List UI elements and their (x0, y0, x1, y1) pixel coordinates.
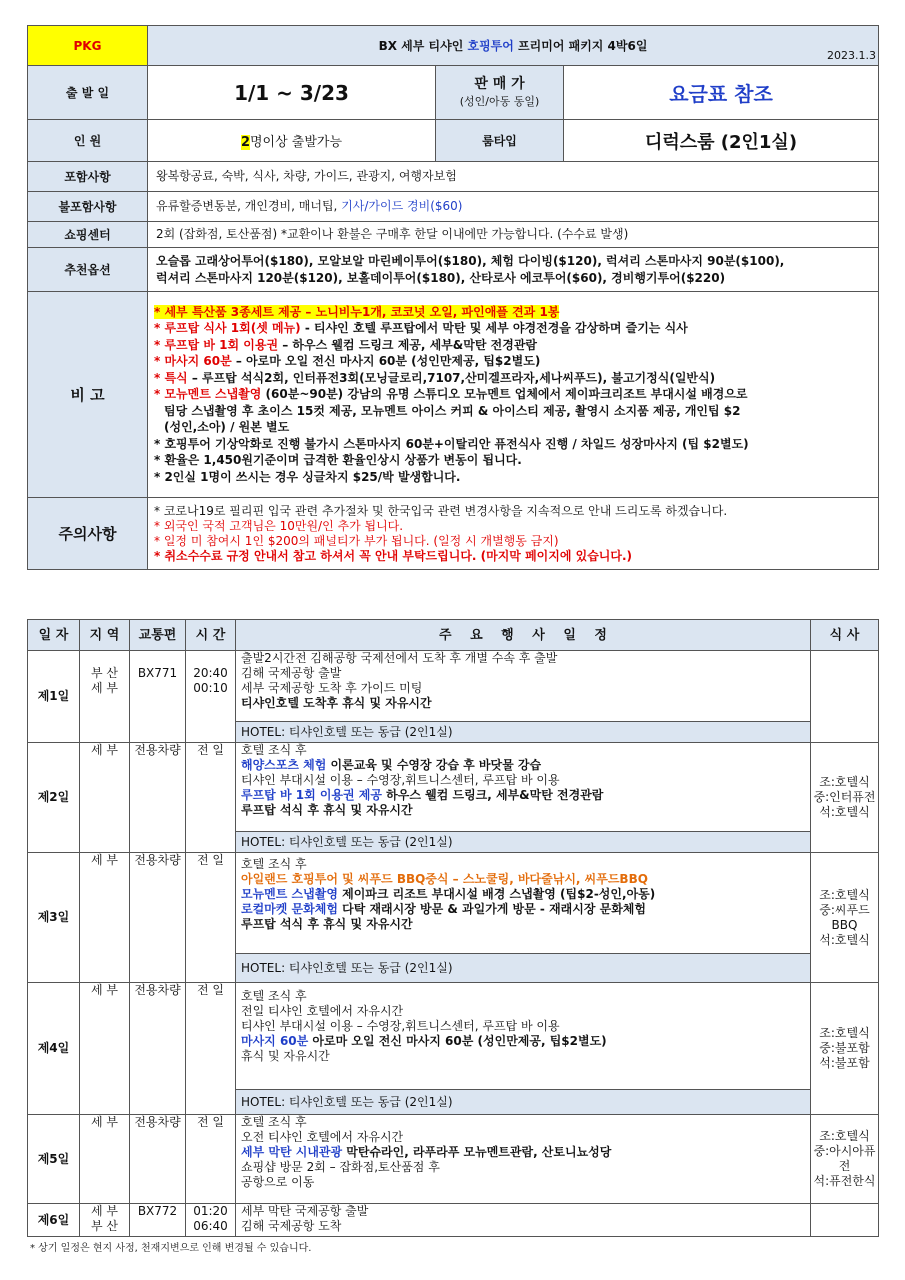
remark-1: * 세부 특산품 3종세트 제공 – 노니비누1개, 코코넛 오일, 파인애플 견과 1봉 (154, 304, 560, 319)
day4-row (28, 983, 879, 1090)
remarks-label: 비 고 (28, 292, 148, 498)
remark-6: * 모뉴멘트 스냅촬영 (60분~90분) 강남의 유명 스튜디오 모뉴멘트 업체에서 제이파크리조트 부대시설 배경으로 (154, 387, 748, 402)
header-schedule: 주 요 행 사 일 정 (236, 620, 811, 651)
meal: 조:호텔식 중:불포함 석:불포함 (811, 983, 879, 1115)
header-meal: 식 사 (811, 620, 879, 651)
activities: 호텔 조식 후 해양스포츠 체험 이론교육 및 수영장 강습 후 바닷물 강습 티샤인 부대시설 이용 – 수영장,휘트니스센터, 루프탑 바 이용 루프탑 바 1회 이용권 제공 하우스 웰컴 드링크, 세부&막탄 전경관람 루프탑 석식 후 휴식 및 자유시간 (236, 743, 811, 832)
remark-8: * 환율은 1,450원기준이며 급격한 환율인상시 상품가 변동이 됩니다. (154, 453, 522, 468)
time: 01:20 06:40 (186, 1204, 236, 1237)
activities: 호텔 조식 후 아일랜드 호핑투어 및 씨푸드 BBQ중식 – 스노쿨링, 바다줄낚시, 씨푸드BBQ 모뉴멘트 스냅촬영 제이파크 리조트 부대시설 배경 스냅촬영 (팁$2-성인,아동) 로컬마켓 문화체험 다탁 재래시장 방문 & 과일가게 방문 - 재래시장 문화체험 루프탑 석식 후 휴식 및 자유시간 (236, 853, 811, 954)
transport: BX771 (130, 651, 186, 743)
option-line-2: 럭셔리 스톤마사지 120분($120), 보홀데이투어($180), 산타로사 에코투어($60), 경비행기투어($220) (156, 270, 726, 285)
region: 세 부 부 산 (80, 1204, 130, 1237)
price-label-main: 판 매 가 (474, 75, 525, 92)
day-label: 제5일 (28, 1115, 80, 1204)
hotel-info: HOTEL: 티샤인호텔 또는 동급 (2인1실) (236, 954, 811, 983)
meal (811, 651, 879, 743)
title-prefix: BX 세부 티샤인 (378, 39, 468, 53)
remark-7: * 호핑투어 기상악화로 진행 불가시 스톤마사지 60분+이탈리안 퓨전식사 진행 / 차일드 성장마사지 (팁 $2별도) (154, 436, 749, 451)
notice-1: * 코로나19로 필리핀 입국 관련 추가절차 및 한국입국 관련 변경사항을 지속적으로 안내 드리도록 하겠습니다. (154, 503, 728, 518)
hotel-info: HOTEL: 티샤인호텔 또는 동급 (2인1실) (236, 722, 811, 743)
day-label: 제2일 (28, 743, 80, 853)
exclude-guide-fee: 기사/가이드 경비($60) (341, 199, 463, 213)
region: 부 산 세 부 (80, 651, 130, 743)
region: 세 부 (80, 743, 130, 853)
room-value: 디럭스룸 (2인1실) (564, 120, 879, 162)
notice-3: * 일정 미 참여시 1인 $200의 패널티가 부가 됩니다. (일정 시 개별행동 금지) (154, 533, 559, 548)
departure-label: 출 발 일 (28, 66, 148, 120)
footnote: * 상기 일정은 현지 사정, 천재지변으로 인해 변경될 수 있습니다. (30, 1243, 312, 1254)
activities: 호텔 조식 후 오전 티샤인 호텔에서 자유시간 세부 막탄 시내관광 막탄슈라인, 라푸라푸 모뉴멘트관람, 산토니뇨성당 쇼핑샵 방문 2회 – 잡화점,토산품점 후 공항으로 이동 (236, 1115, 811, 1204)
activities: 세부 막탄 국제공항 출발 김해 국제공항 도착 (236, 1204, 811, 1237)
region: 세 부 (80, 1115, 130, 1204)
header-time: 시 간 (186, 620, 236, 651)
transport: 전용차량 (130, 853, 186, 983)
notice-4: * 취소수수료 규정 안내서 참고 하셔서 꼭 안내 부탁드립니다. (마지막 페이지에 있습니다.) (154, 548, 633, 563)
day-label: 제4일 (28, 983, 80, 1115)
remark-5: * 특식 – 루프탑 석식2회, 인터퓨전3회(모닝글로리,7107,산미겔프라자,세나씨푸드), 불고기정식(일반식) (154, 370, 716, 385)
time: 20:40 00:10 (186, 651, 236, 743)
transport: 전용차량 (130, 743, 186, 853)
people-min-number: 2 (240, 135, 250, 150)
activities: 호텔 조식 후 전일 티샤인 호텔에서 자유시간 티샤인 부대시설 이용 – 수영장,휘트니스센터, 루프탑 바 이용 마사지 60분 아로마 오일 전신 마사지 60분 (성인만제공, 팁$2별도) 휴식 및 자유시간 (236, 983, 811, 1090)
transport: 전용차량 (130, 1115, 186, 1204)
header-day: 일 자 (28, 620, 80, 651)
room-label: 룸타입 (436, 120, 564, 162)
time: 전 일 (186, 1115, 236, 1204)
title-highlight: 호핑투어 (467, 39, 514, 53)
remark-3: * 루프탑 바 1회 이용권 – 하우스 웰컴 드링크 제공, 세부&막탄 전경관람 (154, 337, 538, 352)
title-suffix: 프리미어 패키지 4박6일 (513, 39, 648, 53)
price-value: 요금표 참조 (564, 66, 879, 120)
people-value (148, 120, 436, 162)
exclude-label: 불포함사항 (28, 192, 148, 222)
include-label: 포함사항 (28, 162, 148, 192)
notice-2: * 외국인 국적 고객님은 10만원/인 추가 됩니다. (154, 518, 404, 533)
region: 세 부 (80, 853, 130, 983)
option-label: 추천옵션 (28, 248, 148, 292)
option-line-1: 오슬롭 고래상어투어($180), 모알보알 마린베이투어($180), 체험 다이빙($120), 럭셔리 스톤마사지 90분($100), (156, 253, 785, 268)
people-min-text: 명이상 출발가능 (250, 135, 343, 150)
hotel-info: HOTEL: 티샤인호텔 또는 동급 (2인1실) (236, 832, 811, 853)
remark-9: * 2인실 1명이 쓰시는 경우 싱글차지 $25/박 발생합니다. (154, 469, 461, 484)
departure-value: 1/1 ~ 3/23 (148, 66, 436, 120)
time: 전 일 (186, 983, 236, 1115)
option-value (148, 248, 879, 292)
transport: 전용차량 (130, 983, 186, 1115)
time: 전 일 (186, 853, 236, 983)
day2-row (28, 743, 879, 832)
meal: 조:호텔식 중:씨푸드BBQ 석:호텔식 (811, 853, 879, 983)
remark-2: * 루프탑 식사 1회(셋 메뉴) - 티샤인 호텔 루프탑에서 막탄 및 세부 야경전경을 감상하며 즐기는 식사 (154, 321, 688, 336)
package-info-table (27, 25, 879, 570)
remark-4: * 마사지 60분 – 아로마 오일 전신 마사지 60분 (성인만제공, 팁$2별도) (154, 354, 541, 369)
region: 세 부 (80, 983, 130, 1115)
price-label (436, 66, 564, 120)
pkg-badge: PKG (28, 26, 148, 66)
exclude-text: 유류할증변동분, 개인경비, 매너팁, (156, 199, 342, 213)
include-value: 왕복항공료, 숙박, 식사, 차량, 가이드, 관광지, 여행자보험 (148, 162, 879, 192)
transport: BX772 (130, 1204, 186, 1237)
itinerary-table (27, 619, 879, 1237)
notice-label: 주의사항 (28, 498, 148, 570)
header-transport: 교통편 (130, 620, 186, 651)
day-label: 제1일 (28, 651, 80, 743)
remark-6-line-3: (성인,소아) / 원본 별도 (164, 420, 290, 435)
package-title (148, 26, 879, 66)
day-label: 제6일 (28, 1204, 80, 1237)
time: 전 일 (186, 743, 236, 853)
people-label: 인 원 (28, 120, 148, 162)
day1-row (28, 651, 879, 722)
exclude-value (148, 192, 879, 222)
day6-row (28, 1204, 879, 1237)
day5-row (28, 1115, 879, 1204)
shopping-value: 2회 (잡화점, 토산품점) *교환이나 환불은 구매후 한달 이내에만 가능합니다. (수수료 발생) (148, 222, 879, 248)
document-date: 2023.1.3 (827, 49, 877, 62)
remark-6-line-2: 팀당 스냅촬영 후 초이스 15컷 제공, 모뉴멘트 아이스 커피 & 아이스티 제공, 촬영시 소지품 제공, 개인팁 $2 (164, 403, 741, 418)
notice-list (148, 498, 879, 570)
remarks-list (148, 292, 879, 498)
header-region: 지 역 (80, 620, 130, 651)
hotel-info: HOTEL: 티샤인호텔 또는 동급 (2인1실) (236, 1090, 811, 1115)
meal: 조:호텔식 중:아시아퓨전 석:퓨전한식 (811, 1115, 879, 1204)
meal (811, 1204, 879, 1237)
meal: 조:호텔식 중:인터퓨전 석:호텔식 (811, 743, 879, 853)
day3-row (28, 853, 879, 954)
shopping-label: 쇼핑센터 (28, 222, 148, 248)
activities: 출발2시간전 김해공항 국제선에서 도착 후 개별 수속 후 출발 김해 국제공항 출발 세부 국제공항 도착 후 가이드 미팅 티샤인호텔 도착후 휴식 및 자유시간 (236, 651, 811, 722)
price-label-sub: (성인/아동 동일) (459, 94, 540, 108)
day-label: 제3일 (28, 853, 80, 983)
